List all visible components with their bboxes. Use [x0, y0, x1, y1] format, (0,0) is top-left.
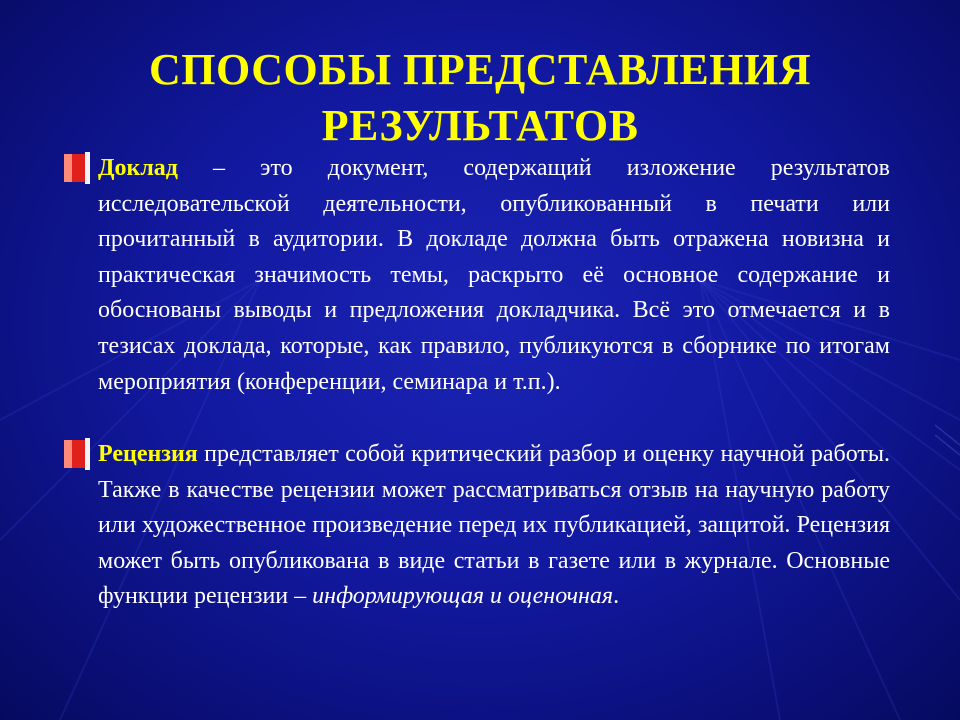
review-end: .: [613, 583, 620, 610]
bullet-square-icon: [64, 152, 90, 184]
review-functions-emphasis: информирующая и оценочная: [312, 583, 614, 610]
slide-title-line1: СПОСОБЫ ПРЕДСТАВЛЕНИЯ: [148, 45, 811, 94]
slide-title: [0, 42, 960, 154]
report-paragraph: [98, 151, 890, 400]
term-report: Доклад: [98, 155, 178, 181]
review-text: представляет собой критический разбор и оценку научной работы. Также в качестве рецензии может рассматриваться отзыв на научную работу или художественное произведение перед их публикацией, защитой. Рецензия может быть опубликована в виде статьи в газете или в журнале. Основные функции рецензии –: [98, 441, 890, 610]
bullet-square-icon: [64, 438, 90, 470]
review-paragraph: [98, 437, 890, 615]
slide-title-line2: РЕЗУЛЬТАТОВ: [321, 101, 639, 150]
report-text: – это документ, содержащий изложение результатов исследовательской деятельности, опубликованный в печати или прочитанный в аудитории. В докладе должна быть отражена новизна и практическая значимость темы, раскрыто её основное содержание и обоснованы выводы и предложения докладчика. Всё это отмечается и в тезисах доклада, которые, как правило, публикуются в сборнике по итогам мероприятия (конференции, семинара и т.п.).: [98, 155, 890, 395]
term-review: Рецензия: [98, 441, 198, 467]
